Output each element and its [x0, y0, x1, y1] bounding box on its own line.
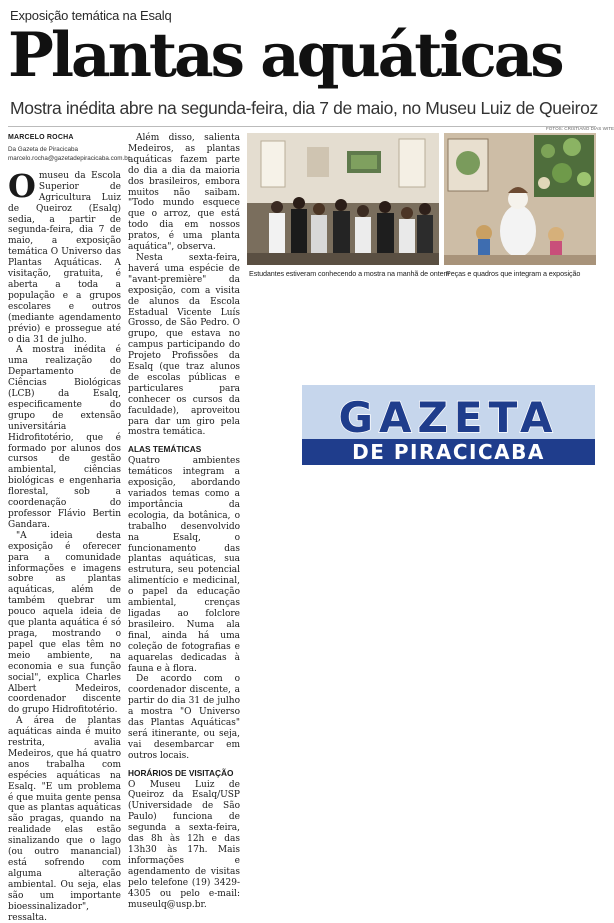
article-kicker: Exposição temática na Esalq: [10, 8, 172, 23]
photo-caption-students: Estudantes estiveram conhecendo a mostra na manhã de ontem: [249, 269, 450, 278]
paragraph-5: Além disso, salienta Medeiros, as plantas aquáticas fazem parte do dia a dia da maioria dos brasileiros, embora muitos não saibam. "Todo mundo esquece que o arroz, que está todo dia em nossos pratos, é uma planta aquática", observa.: [128, 133, 240, 253]
byline-organization: Da Gazeta de Piracicaba: [8, 145, 79, 153]
headline-divider: [8, 126, 596, 127]
paragraph-6: Nesta sexta-feira, haverá uma espécie de "avant-première" da exposição, com a visita de alunos da Escola Estadual Vicente Luís Grosso, de São Pedro. O grupo, que estava no campus participando do Projeto Profissões da Esalq (que traz alunos de escolas públicas e particulares para conhecer os cursos da faculdade), aproveitou para dar um giro pela mostra temática.: [128, 252, 240, 438]
gazeta-logo: [302, 385, 595, 465]
drop-cap: O: [8, 166, 36, 205]
paragraph-8: De acordo com o coordenador discente, a partir do dia 31 de julho a mostra "O Universo das Plantas Aquáticas" será itinerante, ou seja, vai desembarcar em outros locais.: [128, 674, 240, 761]
article-headline: Plantas aquáticas: [8, 20, 562, 91]
logo-line1: GAZETA: [338, 393, 559, 442]
paragraph-1: Omuseu da Escola Superior de Agricultura Luiz de Queiroz (Esalq) sedia, a partir de segunda-feira, dia 7 de maio, a exposição temática O Universo das Plantas Aquáticas. A visitação, gratuita, é aberta a toda a população e a grupos escolares e outros (mediante agendamento prévio) e prossegue até o dia 31 de julho.: [8, 166, 121, 345]
article-subhead: Mostra inédita abre na segunda-feira, dia 7 de maio, no Museu Luiz de Queiroz: [10, 98, 598, 118]
paragraph-7: Quatro ambientes temáticos integram a exposição, abordando variados temas como a importância da ecologia, da botânica, o trabalho desenvolvido na Esalq, o funcionamento das plantas aquáticas, sua estrutura, seu potencial alimentício e medicinal, o papel da educação ambiental, crenças ligadas ao folclore brasileiro. Numa ala final, ainda há uma coleção de fotografias e aquarelas dedicadas à fauna e à flora.: [128, 456, 240, 674]
exhibition-photo-pieces: [444, 133, 596, 265]
byline-author: MARCELO ROCHA: [8, 134, 74, 141]
exhibition-photo-students: [247, 133, 439, 265]
pieces-photo-illustration: [444, 133, 596, 265]
byline-email: marcelo.rocha@gazetadepiracicaba.com.br: [8, 154, 130, 162]
gazeta-logo-graphic: [302, 385, 595, 465]
article-column-2: [128, 133, 240, 910]
paragraph-2: A mostra inédita é uma realização do Departamento de Ciências Biológicas (LCB) da Esalq, especificamente do grupo de extensão universitária Hidrofitotério, que é formado por alunos dos cursos de gestão ambiental, ciências biológicas e engenharia florestal, sob a coordenação do professor Flávio Bertin Gandara.: [8, 345, 121, 530]
article-column-1: [8, 133, 130, 923]
section-heading-horarios: HORÁRIOS DE VISITAÇÃO: [128, 767, 234, 778]
paragraph-9: O Museu Luiz de Queiroz da Esalq/USP (Universidade de São Paulo) funciona de segunda a sexta-feira, das 8h às 12h e das 13h30 às 17h. Mais informações e agendamento de visitas pelo telefone (19) 3429-4305 ou pelo e-mail: museulq@usp.br.: [128, 779, 240, 910]
photo-credit: FOTOS: CRISTIANO DIAS WITE: [546, 126, 614, 131]
logo-line2: DE PIRACICABA: [352, 440, 545, 464]
paragraph-3: "A ideia desta exposição é oferecer para a comunidade informações e imagens sobre as plantas aquáticas, além de também quebrar um pouco aquela ideia de que planta aquática é só praga, mostrando o papel que elas têm no meio ambiente, na economia e sua função social", explica Charles Albert Medeiros, coordenador discente do grupo Hidrofitotério.: [8, 530, 121, 716]
section-heading-alas: ALAS TEMÁTICAS: [128, 444, 202, 455]
photo-caption-pieces: Peças e quadros que integram a exposição: [446, 269, 581, 278]
paragraph-4: A área de plantas aquáticas ainda é muito restrita, avalia Medeiros, que há quatro anos trabalha com espécies aquáticas na Esalq. "E um problema é que muita gente pensa que as plantas aquáticas são pragas, quando na realidade elas estão sinalizando que o lago (ou outro manancial) está sofrendo com alguma alteração ambiental. Ou seja, elas são um importante bioessinalizador", ressalta.: [8, 716, 121, 923]
students-photo-illustration: [247, 133, 439, 265]
